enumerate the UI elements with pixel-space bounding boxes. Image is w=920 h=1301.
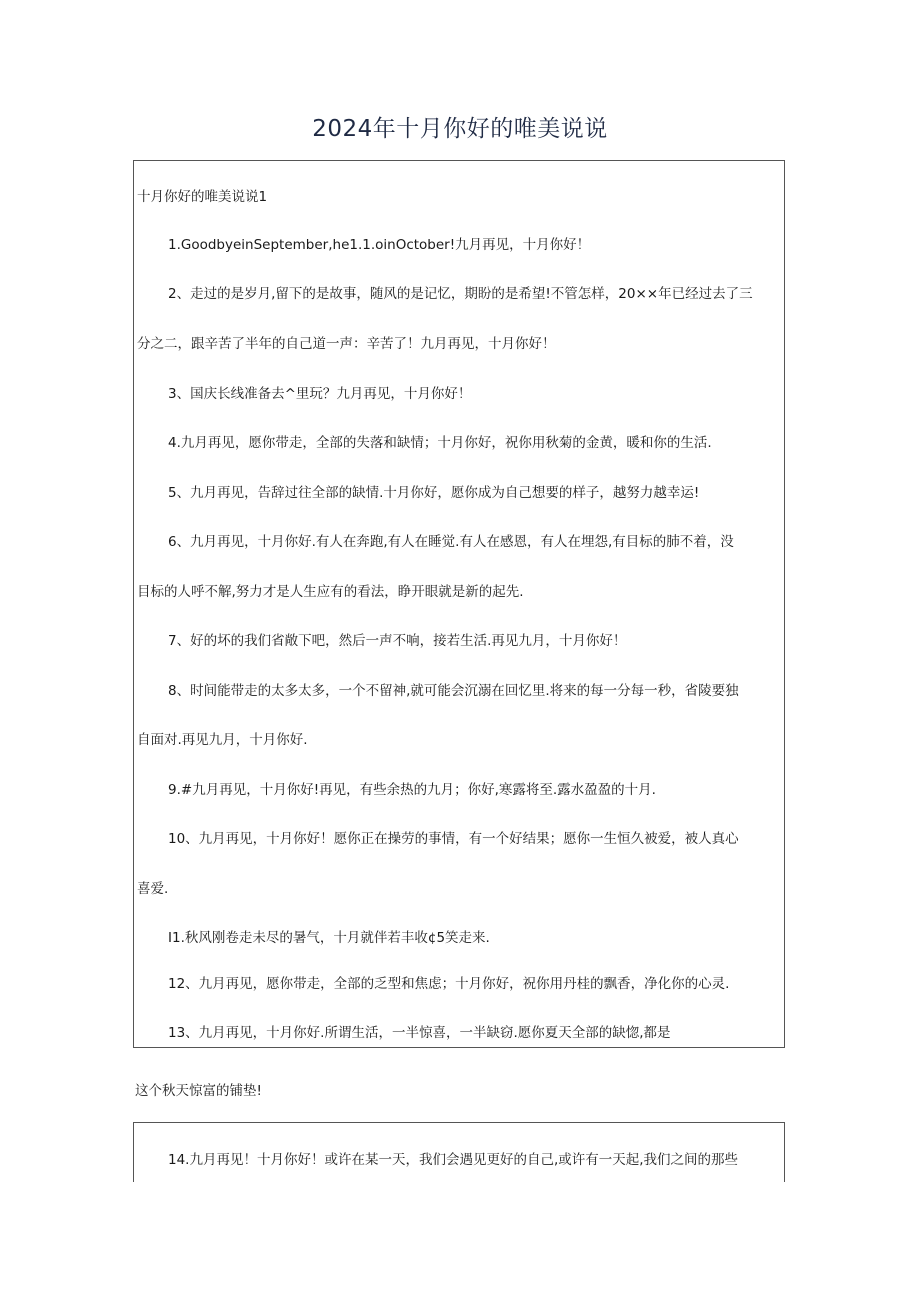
page-title: 2024年十月你好的唯美说说 xyxy=(312,116,608,142)
paragraph-line: 9.#九月再见，十月你好!再见，有些余热的九月；你好,寒露将至.露水盈盈的十月. xyxy=(168,782,656,798)
paragraph-line: 12、九月再见，愿你带走，全部的乏型和焦虑；十月你好，祝你用丹桂的飘香，净化你的心灵. xyxy=(168,976,730,992)
paragraph-line: 8、时间能带走的太多太多，一个不留神,就可能会沉溺在回忆里.将来的每一分每一秒，省陵要独 xyxy=(168,683,739,699)
content-box-continued xyxy=(133,1122,785,1182)
content-box xyxy=(133,160,785,1048)
paragraph-line: 7、好的坏的我们省敞下吧，然后一声不响，接若生活.再见九月，十月你好！ xyxy=(168,633,627,649)
paragraph-line: 3、国庆长线准备去^里玩？九月再见，十月你好！ xyxy=(168,386,472,402)
paragraph-line: 4.九月再见，愿你带走，全部的失落和缺情；十月你好，祝你用秋菊的金黄，暖和你的生活. xyxy=(168,435,712,451)
paragraph-line: I1.秋风刚卷走未尽的暑气，十月就伴若丰收¢5笑走来. xyxy=(168,930,490,946)
paragraph-line: 分之二，跟辛苦了半年的自己道一声：辛苦了！九月再见，十月你好！ xyxy=(137,336,556,352)
paragraph-line: 6、九月再见，十月你好.有人在奔跑,有人在睡觉.有人在感恩，有人在埋怨,有目标的肺不着，没 xyxy=(168,534,734,550)
paragraph-line: 14.九月再见！十月你好！或许在某一天，我们会遇见更好的自己,或许有一天起,我们之间的那些 xyxy=(168,1152,739,1168)
paragraph-line: 1.GoodbyeinSeptember,he1.1.oinOctober!九月再见，十月你好！ xyxy=(168,237,591,253)
section-heading: 十月你好的唯美说说1 xyxy=(137,189,268,205)
paragraph-line: 2、走过的是岁月,留下的是故事，随风的是记忆，期盼的是希望!不管怎样，20××年已经过去了三 xyxy=(168,286,753,302)
paragraph-line: 13、九月再见，十月你好.所谓生活，一半惊喜，一半缺窃.愿你夏天全部的缺惚,都是 xyxy=(168,1025,671,1041)
paragraph-line: 自面对.再见九月，十月你好. xyxy=(137,732,308,748)
paragraph-line: 目标的人呼不解,努力才是人生应有的看法，睁开眼就是新的起先. xyxy=(137,584,524,600)
paragraph-continuation: 这个秋天惊富的铺垫! xyxy=(135,1083,262,1099)
paragraph-line: 10、九月再见，十月你好！愿你正在操劳的事情，有一个好结果；愿你一生恒久被爱，被人真心 xyxy=(168,831,739,847)
paragraph-line: 喜爱. xyxy=(137,881,169,897)
paragraph-line: 5、九月再见，告辞过往全部的缺情.十月你好，愿你成为自己想要的样子，越努力越幸运! xyxy=(168,485,700,501)
